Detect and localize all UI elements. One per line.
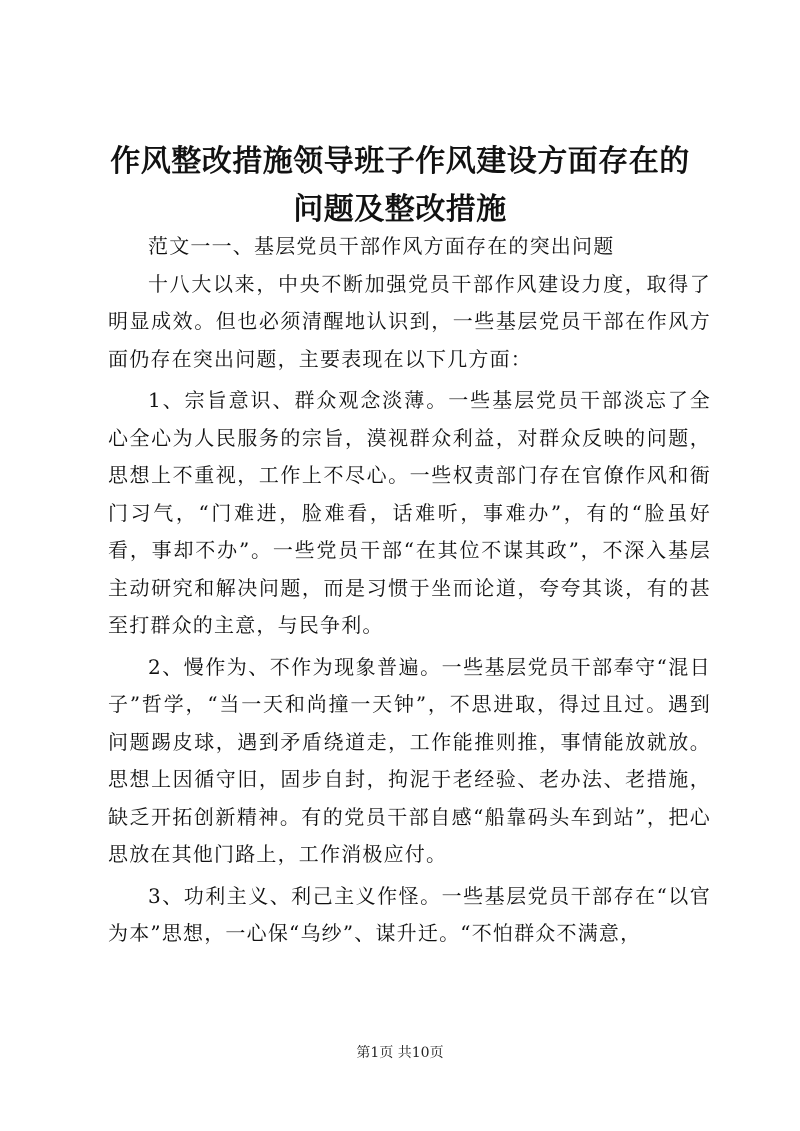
document-title: 作风整改措施领导班子作风建设方面存在的问题及整改措施 [110,144,690,227]
paragraph-intro: 十八大以来，中央不断加强党员干部作风建设力度，取得了明显成效。但也必须清醒地认识到，一些基层党员干部在作风方面仍存在突出问题，主要表现在以下几方面： [108,271,711,371]
page-footer: 第1页 共10页 [356,1045,444,1061]
paragraph-point-3: 3、功利主义、利己主义作怪。一些基层党员干部存在“以官为本”思想，一心保“乌纱”、谋升迁。“不怕群众不满意， [108,883,711,945]
paragraph-point-1: 1、宗旨意识、群众观念淡薄。一些基层党员干部淡忘了全心全心为人民服务的宗旨，漠视群众利益，对群众反映的问题，思想上不重视，工作上不尽心。一些权责部门存在官僚作风和衙门习气，“门难进，脸难看，话难听，事难办”，有的“脸虽好看，事却不办”。一些党员干部“在其位不谋其政”，不深入基层主动研究和解决问题，而是习惯于坐而论道，夸夸其谈，有的甚至打群众的主意，与民争利。 [108,388,711,637]
paragraph-heading: 范文一一、基层党员干部作风方面存在的突出问题 [148,234,615,258]
paragraph-point-2: 2、慢作为、不作为现象普遍。一些基层党员干部奉守“混日子”哲学，“当一天和尚撞一天钟”，不思进取，得过且过。遇到问题踢皮球，遇到矛盾绕道走，工作能推则推，事情能放就放。思想上因循守旧，固步自封，拘泥于老经验、老办法、老措施，缺乏开拓创新精神。有的党员干部自感“船靠码头车到站”，把心思放在其他门路上，工作消极应付。 [108,654,711,866]
document-body [108,228,711,953]
